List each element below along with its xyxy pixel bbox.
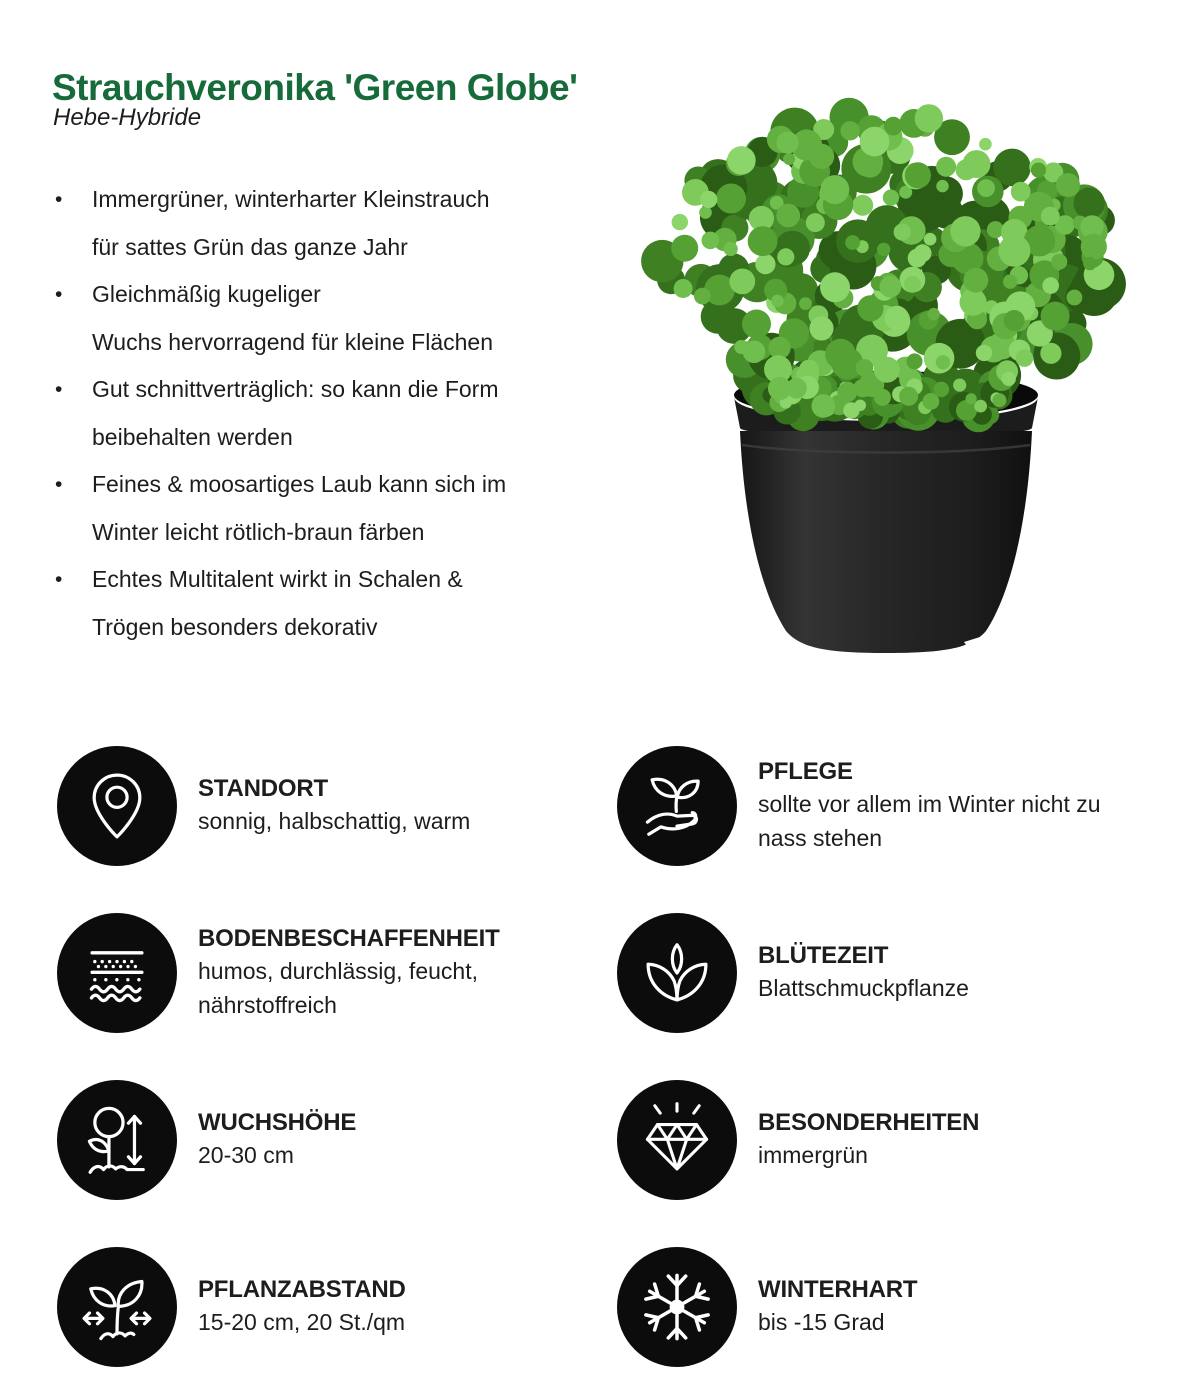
bullet-line: Winter leicht rötlich-braun färben [92,518,425,545]
bullet-line: Wuchs hervorragend für kleine Flächen [92,328,494,355]
lotus-flower-icon [617,913,737,1033]
feature-bodenbeschaffenheit [57,911,617,1035]
location-pin-icon [57,746,177,866]
feature-title: STANDORT [198,775,328,802]
plant-spacing-icon [57,1247,177,1367]
bullet-line: für sattes Grün das ganze Jahr [92,233,408,260]
diamond-icon [617,1080,737,1200]
feature-description: sonnig, halbschattig, warm [198,808,471,834]
bullet-item [52,461,572,556]
feature-pflanzabstand [57,1245,617,1369]
feature-wuchshoehe [57,1078,617,1202]
soil-layers-icon [57,913,177,1033]
bullet-item [52,176,572,271]
feature-title: BLÜTEZEIT [758,942,889,969]
feature-title: PFLEGE [758,758,853,785]
bullet-item [52,366,572,461]
page-subtitle: Hebe-Hybride [53,104,202,131]
feature-description: humos, durchlässig, feucht, nährstoffreich [198,958,478,1018]
snowflake-icon [617,1247,737,1367]
hand-plant-icon [617,746,737,866]
product-photo [628,93,1148,663]
bullet-line: Trögen besonders dekorativ [92,613,378,640]
feature-description: bis -15 Grad [758,1309,885,1335]
feature-standort [57,744,617,868]
potted-plant-illustration [628,93,1148,663]
bullet-line: • Gleichmäßig kugeliger [92,281,321,307]
feature-title: WINTERHART [758,1276,918,1303]
feature-description: 15-20 cm, 20 St./qm [198,1309,406,1335]
feature-title: BESONDERHEITEN [758,1109,980,1136]
feature-pflege [617,744,1108,868]
feature-bluetezeit [617,911,1108,1035]
feature-description: Blattschmuckpflanze [758,975,969,1001]
feature-title: WUCHSHÖHE [198,1109,357,1136]
bullet-list [52,176,572,651]
foliage [641,98,1126,433]
features-grid [57,744,1108,1400]
feature-besonderheiten [617,1078,1108,1202]
bullet-line: • Gut schnittverträglich: so kann die Form [92,376,499,402]
bullet-item [52,556,572,651]
bullet-line: • Immergrüner, winterharter Kleinstrauch [92,186,490,212]
feature-title: PFLANZABSTAND [198,1276,406,1303]
feature-description: immergrün [758,1142,868,1168]
bullet-line: • Feines & moosartiges Laub kann sich im [92,471,507,497]
bullet-item [52,271,572,366]
feature-description: 20-30 cm [198,1142,294,1168]
page-title: Strauchveronika 'Green Globe' [52,66,578,108]
bullet-line: beibehalten werden [92,423,293,450]
feature-winterhart [617,1245,1108,1369]
feature-description: sollte vor allem im Winter nicht zu nass stehen [758,791,1101,851]
bullet-line: • Echtes Multitalent wirkt in Schalen & [92,566,463,592]
plant-height-icon [57,1080,177,1200]
feature-title: BODENBESCHAFFENHEIT [198,925,500,952]
